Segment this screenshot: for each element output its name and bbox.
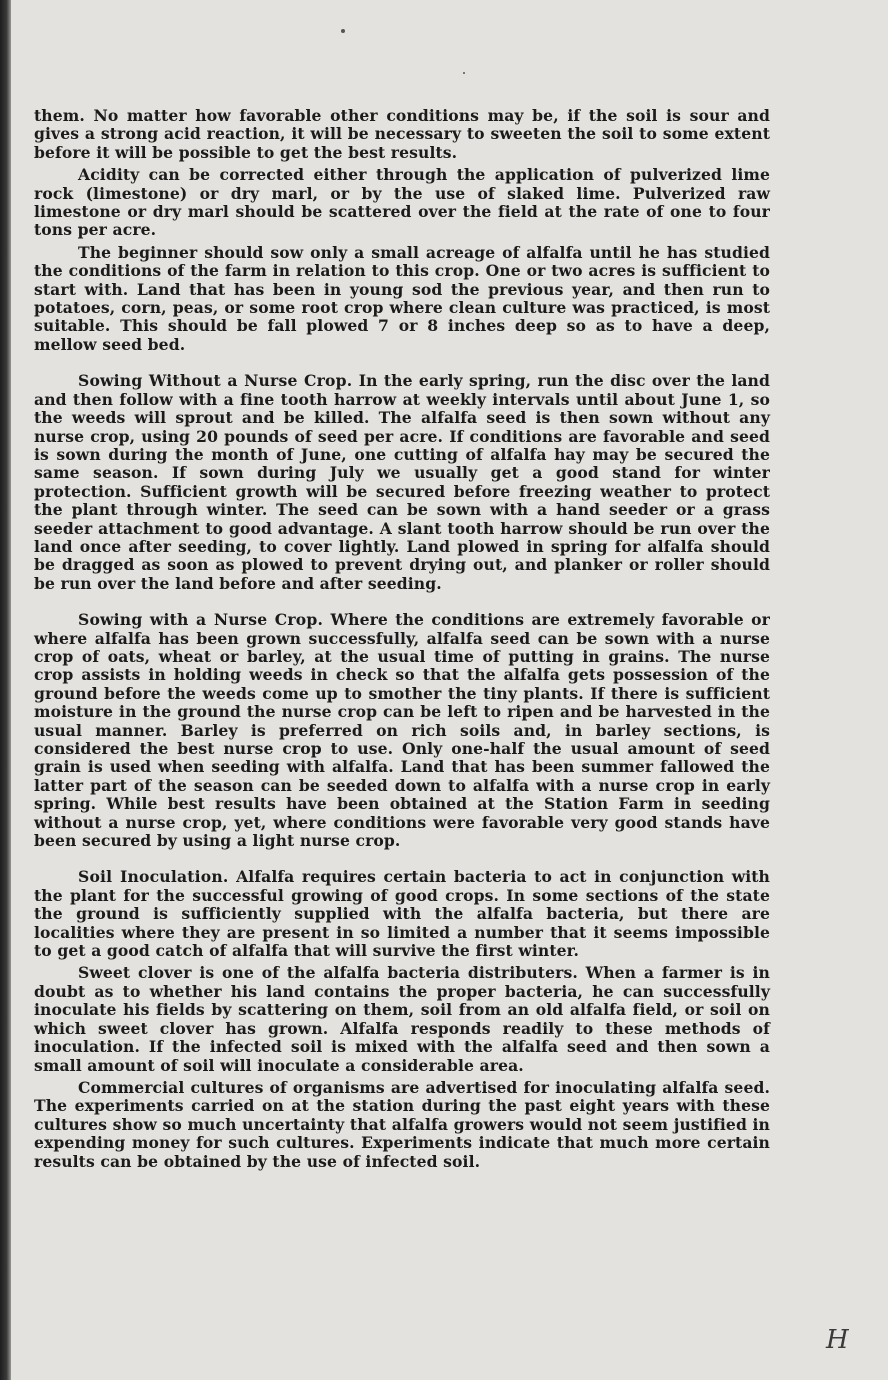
paragraph-text: them. No matter how favorable other conditions may be, if the soil is sour and gives a strong acid reaction, it will be necessary to sweeten the soil to some extent before it will be possible to get the best results. — [34, 106, 770, 162]
scan-speck — [341, 29, 345, 33]
paragraph-text: The beginner should sow only a small acreage of alfalfa until he has studied the conditions of the farm in relation to this crop. One or two acres is sufficient to start with. Land that has been in young sod the previous year, and then run to potatoes, corn, peas, or some root crop where clean culture was practiced, is most suitable. This should be fall plowed 7 or 8 inches deep so as to have a deep, mellow seed bed. — [34, 242, 770, 354]
paragraph-text: Acidity can be corrected either through the application of pulverized lime rock (limestone) or dry marl, or by the use of slaked lime. Pulverized raw limestone or dry marl should be scattered over the field at the rate of one to four tons per acre. — [34, 165, 770, 240]
paragraph-sweet-clover — [34, 964, 770, 1074]
paragraph-text: Where the conditions are extremely favorable or where alfalfa has been grown successfully, alfalfa seed can be sown with a nurse crop of oats, wheat or barley, at the usual time of putting in grains. The nurse crop assists in holding weeds in check so that the alfalfa gets possession of the ground before the weeds come up to smother the tiny plants. If there is sufficient moisture in the ground the nurse crop can be left to ripen and be harvested in the usual manner. Barley is preferred on rich soils and, in barley sections, is considered the best nurse crop to use. Only one-half the usual amount of seed grain is used when seeding with alfalfa. Land that has been summer fallowed the latter part of the season can be seeded down to alfalfa with a nurse crop in early spring. While best results have been obtained at the Station Farm in seeding without a nurse crop, yet, where conditions were favorable very good stands have been secured by using a light nurse crop. — [34, 610, 771, 851]
section-soil-inoculation — [34, 868, 770, 960]
binding-edge — [0, 0, 11, 1380]
section-heading: Sowing with a Nurse Crop. — [78, 610, 324, 630]
paragraph-commercial-cultures — [34, 1079, 770, 1171]
paragraph-text: Sweet clover is one of the alfalfa bacteria distributers. When a farmer is in doubt as to whether his land contains the proper bacteria, he can successfully inoculate his fields by scattering on them, soil from an old alfalfa field, or soil on which sweet clover has grown. Alfalfa responds readily to these methods of inoculation. If the infected soil is mixed with the alfalfa seed and then sown a small amount of soil will inoculate a considerable area. — [34, 963, 770, 1075]
paragraph-text: Alfalfa requires certain bacteria to act in conjunction with the plant for the successful growing of good crops. In some sections of the state the ground is sufficiently supplied with the alfalfa bacteria, but there are localities where they are present in so limited a number that it seems impossible to get a good catch of alfalfa that will survive the first winter. — [34, 867, 770, 961]
paragraph-continued — [34, 107, 770, 162]
section-heading: Sowing Without a Nurse Crop. — [78, 371, 353, 391]
section-sowing-with-nurse-crop — [34, 611, 770, 850]
section-sowing-without-nurse-crop — [34, 372, 770, 593]
page-mark: H — [826, 1325, 849, 1355]
paragraph-acidity — [34, 166, 770, 240]
section-heading: Soil Inoculation. — [78, 867, 229, 887]
paragraph-text: Commercial cultures of organisms are advertised for inoculating alfalfa seed. The experiments carried on at the station during the past eight years with these cultures show so much uncertainty that alfalfa growers would not seem justified in expending money for such cultures. Experiments indicate that much more certain results can be obtained by the use of infected soil. — [34, 1077, 770, 1171]
scan-speck — [463, 72, 465, 74]
paragraph-beginner — [34, 244, 770, 354]
paragraph-text: In the early spring, run the disc over the land and then follow with a fine tooth harrow at weekly intervals until about June 1, so the weeds will sprout and be killed. The alfalfa seed is then sown without any nurse crop, using 20 pounds of seed per acre. If conditions are favorable and seed is sown during the month of June, one cutting of alfalfa hay may be secured the same season. If sown during July we usually get a good stand for winter protection. Sufficient growth will be secured before freezing weather to protect the plant through winter. The seed can be sown with a hand seeder or a grass seeder attachment to good advantage. A slant tooth harrow should be run over the land once after seeding, to cover lightly. Land plowed in spring for alfalfa should be dragged as soon as plowed to prevent drying out, and planker or roller should be run over the land before and after seeding. — [34, 371, 770, 593]
body-text — [34, 107, 770, 1171]
